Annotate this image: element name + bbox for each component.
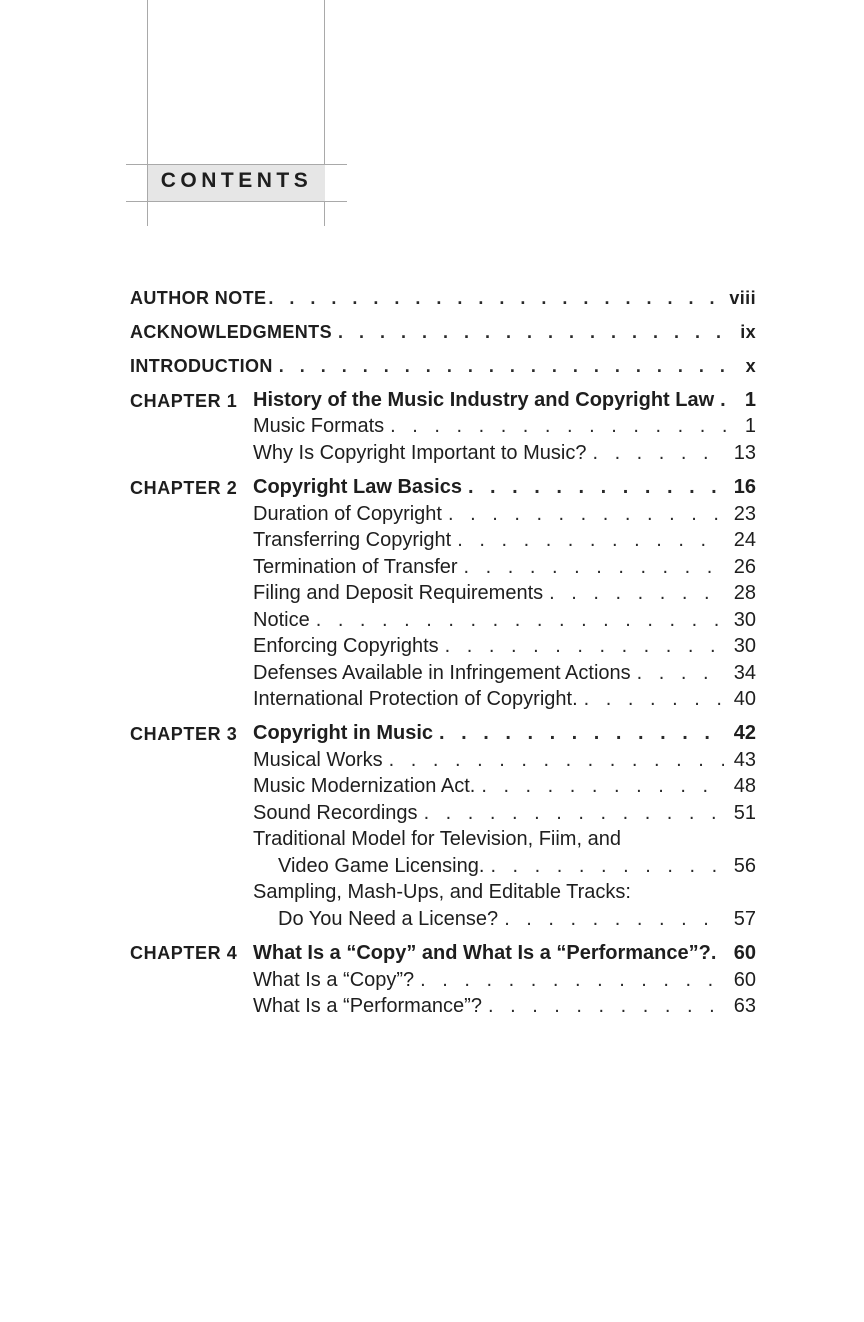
chapter-4-title-entry[interactable] [253, 942, 756, 965]
section-entry[interactable] [253, 635, 756, 658]
toc-page-number: 57 [733, 908, 756, 930]
dot-leader [584, 688, 724, 711]
toc-page-number: 60 [733, 969, 756, 991]
toc-page-number: x [745, 356, 756, 376]
section-title: Notice [253, 609, 310, 631]
toc-page-number: 56 [733, 855, 756, 877]
section-title: Filing and Deposit Requirements [253, 582, 544, 604]
toc-page-number: 28 [733, 582, 756, 604]
toc-page-number: 34 [733, 662, 756, 684]
toc-page-number: 1 [744, 389, 756, 411]
toc-entry-label: INTRODUCTION [130, 356, 273, 376]
chapter-title: What Is a “Copy” and What Is a “Performance”? [253, 942, 711, 964]
dot-leader [504, 908, 724, 931]
toc-page-number: 1 [744, 415, 756, 437]
section-title-continuation: Do You Need a License? [278, 908, 499, 930]
toc-entry-label: ACKNOWLEDGMENTS [130, 322, 332, 342]
section-title: Termination of Transfer [253, 556, 458, 578]
chapter-3-title-entry[interactable] [253, 722, 756, 745]
dot-leader [637, 662, 724, 685]
toc-entry-acknowledgments[interactable] [130, 322, 756, 343]
chapter-2-label: CHAPTER 2 [130, 478, 238, 498]
chapter-4-label: CHAPTER 4 [130, 943, 238, 963]
chapter-title: History of the Music Industry and Copyright Law [253, 389, 715, 411]
dot-leader [711, 942, 724, 965]
toc-entry-introduction[interactable] [130, 356, 756, 377]
dot-leader [592, 442, 723, 465]
section-title-line[interactable]: Sampling, Mash-Ups, and Editable Tracks: [253, 881, 631, 903]
section-title: Why Is Copyright Important to Music? [253, 442, 587, 464]
dot-leader [549, 582, 724, 605]
toc-page-number: 30 [733, 635, 756, 657]
toc-page-number: ix [740, 322, 756, 342]
chapter-title: Copyright Law Basics [253, 476, 462, 498]
dot-leader [468, 476, 724, 499]
section-title-continuation: Video Game Licensing. [278, 855, 485, 877]
dot-leader [268, 288, 719, 309]
section-entry[interactable] [253, 749, 756, 772]
chapter-1-title-entry[interactable] [253, 389, 756, 412]
section-title: Musical Works [253, 749, 383, 771]
toc-page-number: 23 [733, 503, 756, 525]
section-entry[interactable] [253, 442, 756, 465]
section-entry[interactable] [253, 556, 756, 579]
dot-leader [481, 775, 723, 798]
toc-page-number: 13 [733, 442, 756, 464]
dot-leader [439, 722, 724, 745]
toc-page-number: 48 [733, 775, 756, 797]
page-title: CONTENTS [160, 169, 313, 192]
section-entry[interactable] [253, 415, 756, 438]
section-entry[interactable] [253, 662, 756, 685]
chapter-1-label: CHAPTER 1 [130, 391, 238, 411]
dot-leader [488, 995, 724, 1018]
dot-leader [390, 415, 735, 438]
section-entry-continuation[interactable] [278, 908, 756, 931]
toc-page-number: 60 [733, 942, 756, 964]
dot-leader [464, 556, 724, 579]
section-entry[interactable] [253, 995, 756, 1018]
toc-entry-label: AUTHOR NOTE [130, 288, 267, 308]
chapter-2-title-entry[interactable] [253, 476, 756, 499]
toc-page-number: 30 [733, 609, 756, 631]
toc-page-number: viii [729, 288, 756, 308]
dot-leader [457, 529, 724, 552]
section-title-line[interactable]: Traditional Model for Television, Fiim, and [253, 828, 621, 850]
section-title: Transferring Copyright [253, 529, 452, 551]
section-title: International Protection of Copyright. [253, 688, 578, 710]
dot-leader [720, 389, 735, 412]
toc-page-number: 26 [733, 556, 756, 578]
dot-leader [445, 635, 724, 658]
dot-leader [490, 855, 723, 878]
section-title: Defenses Available in Infringement Actions [253, 662, 631, 684]
toc-page-number: 24 [733, 529, 756, 551]
chapter-title: Copyright in Music [253, 722, 433, 744]
section-title: Music Modernization Act. [253, 775, 476, 797]
dot-leader [338, 322, 730, 343]
section-entry[interactable] [253, 529, 756, 552]
dot-leader [279, 356, 736, 377]
dot-leader [389, 749, 724, 772]
section-entry[interactable] [253, 775, 756, 798]
toc-page-number: 42 [733, 722, 756, 744]
toc-page-number: 63 [733, 995, 756, 1017]
section-entry[interactable] [253, 582, 756, 605]
section-title: Music Formats [253, 415, 385, 437]
toc-page-number: 16 [733, 476, 756, 498]
section-title: Enforcing Copyrights [253, 635, 439, 657]
toc-page-number: 43 [733, 749, 756, 771]
frame-line-bottom [126, 201, 347, 202]
section-entry-continuation[interactable] [278, 855, 756, 878]
section-title: Duration of Copyright [253, 503, 442, 525]
dot-leader [448, 503, 724, 526]
section-entry[interactable] [253, 609, 756, 632]
section-entry[interactable] [253, 688, 756, 711]
section-title: What Is a “Performance”? [253, 995, 482, 1017]
section-entry[interactable] [253, 802, 756, 825]
dot-leader [420, 969, 724, 992]
section-title: Sound Recordings [253, 802, 418, 824]
toc-page-number: 51 [733, 802, 756, 824]
dot-leader [424, 802, 724, 825]
dot-leader [316, 609, 724, 632]
section-title: What Is a “Copy”? [253, 969, 415, 991]
chapter-3-label: CHAPTER 3 [130, 724, 238, 744]
toc-page-number: 40 [733, 688, 756, 710]
section-entry[interactable] [253, 969, 756, 992]
section-entry[interactable] [253, 503, 756, 526]
toc-entry-author-note[interactable] [130, 288, 756, 309]
